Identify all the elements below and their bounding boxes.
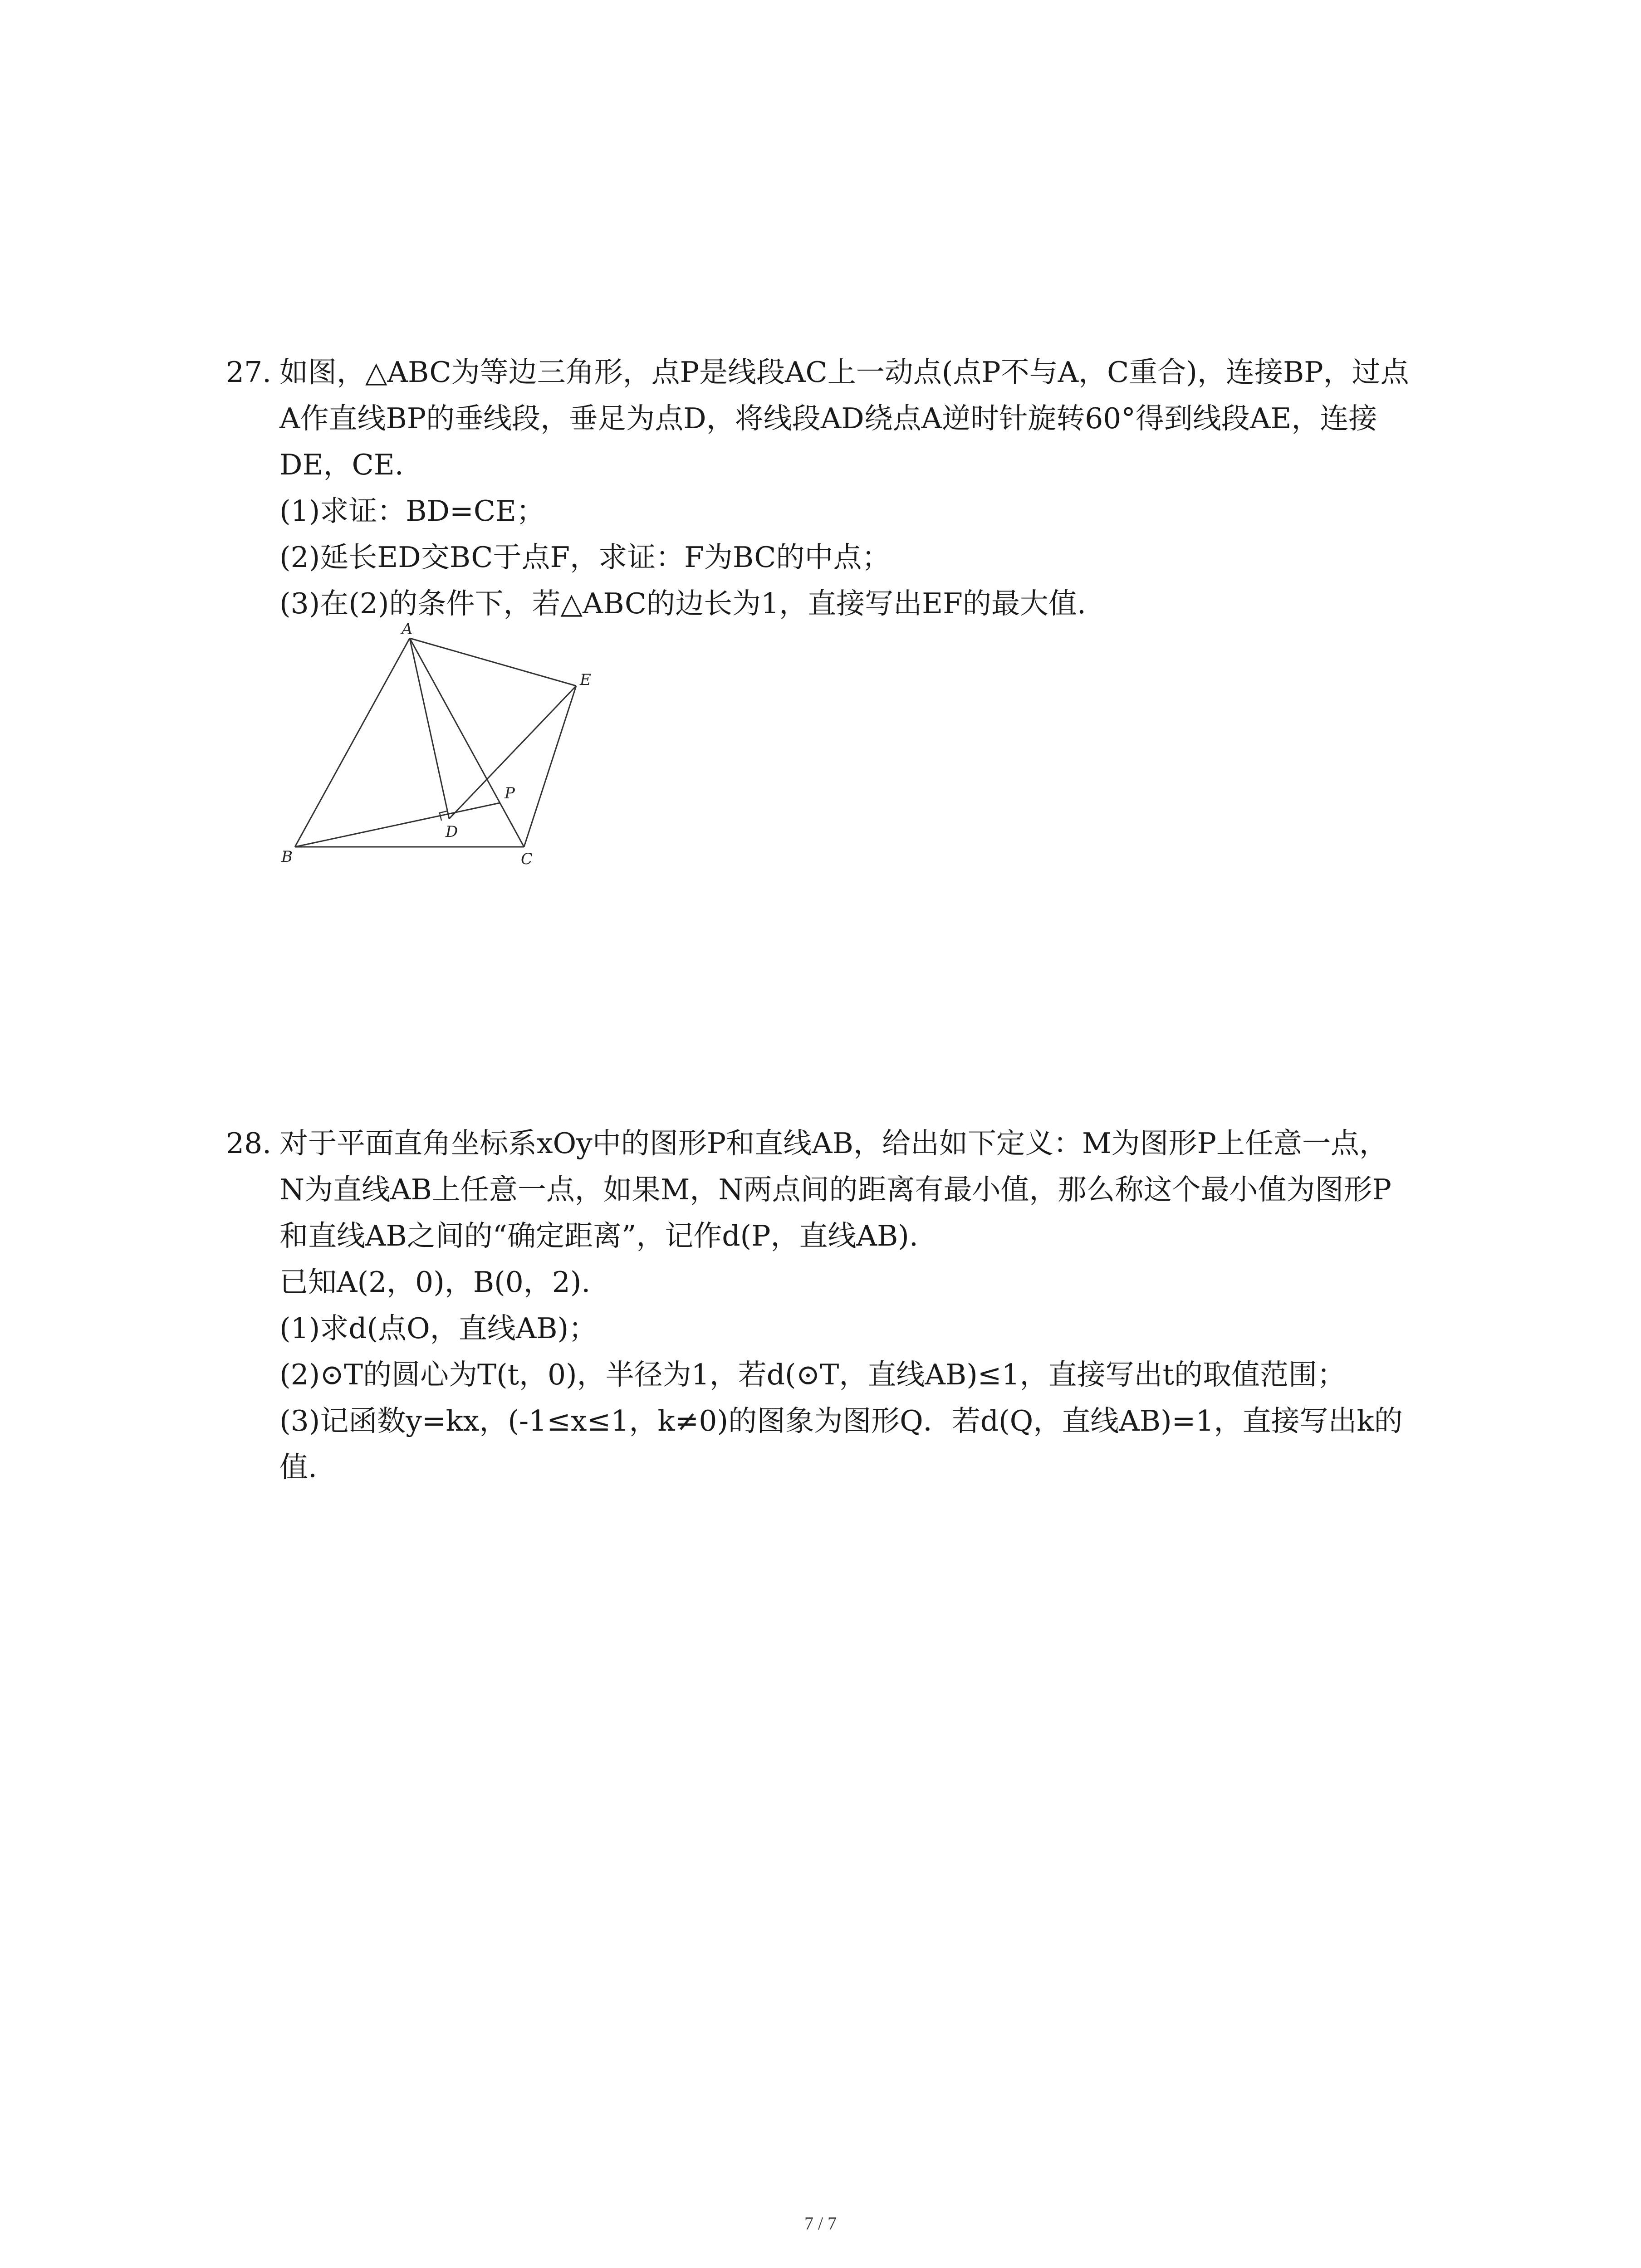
problem-28-part-3-cont: 值. bbox=[279, 1451, 318, 1484]
segment-AC bbox=[410, 638, 524, 847]
problem-27-part-3: (3)在(2)的条件下，若△ABC的边长为1，直接写出EF的最大值. bbox=[279, 587, 1086, 620]
problem-27-line bbox=[226, 349, 1451, 396]
problem-28-text: 对于平面直角坐标系xOy中的图形P和直线AB，给出如下定义：M为图形P上任意一点， bbox=[279, 1127, 1388, 1160]
problem-28-number: 28. bbox=[226, 1127, 272, 1160]
label-A: A bbox=[402, 620, 413, 638]
label-B: B bbox=[281, 848, 293, 866]
segment-AE bbox=[410, 638, 576, 686]
segment-BP bbox=[295, 803, 500, 847]
problem-27-text: 如图，△ABC为等边三角形，点P是线段AC上一动点(点P不与A，C重合)，连接BP，过点 bbox=[279, 356, 1409, 389]
label-C: C bbox=[521, 850, 533, 868]
problem-27 bbox=[226, 349, 1451, 627]
problem-28-line: N为直线AB上任意一点，如果M，N两点间的距离有最小值，那么称这个最小值为图形P bbox=[279, 1173, 1391, 1206]
problem-28-line bbox=[226, 1120, 1451, 1167]
problem-28-part-3: (3)记函数y=kx，(-1≤x≤1，k≠0)的图象为图形Q．若d(Q，直线AB)=1，直接写出k的 bbox=[279, 1404, 1403, 1437]
problem-27-number: 27. bbox=[226, 356, 272, 389]
problem-28-given: 已知A(2，0)，B(0，2). bbox=[279, 1266, 591, 1299]
segment-CE bbox=[524, 686, 576, 847]
problem-27-line: A作直线BP的垂线段，垂足为点D，将线段AD绕点A逆时针旋转60°得到线段AE，连接 bbox=[279, 402, 1377, 435]
right-angle-mark bbox=[440, 811, 447, 821]
problem-27-part-2: (2)延长ED交BC于点F，求证：F为BC的中点； bbox=[279, 541, 891, 574]
label-E: E bbox=[580, 671, 591, 689]
problem-28 bbox=[226, 1120, 1451, 1491]
problem-28-part-1: (1)求d(点O，直线AB)； bbox=[279, 1312, 598, 1345]
segment-AB bbox=[295, 638, 410, 847]
geometry-figure bbox=[268, 617, 622, 871]
problem-28-part-2: (2)⊙T的圆心为T(t，0)，半径为1，若d(⊙T，直线AB)≤1，直接写出t的取值范围； bbox=[279, 1358, 1346, 1391]
page-number: 7 / 7 bbox=[804, 2213, 837, 2234]
triangle-diagram bbox=[268, 617, 622, 871]
problem-27-part-1: (1)求证：BD=CE； bbox=[279, 494, 545, 528]
problem-28-line: 和直线AB之间的“确定距离”，记作d(P，直线AB). bbox=[279, 1219, 918, 1252]
label-D: D bbox=[446, 823, 458, 841]
segment-AD bbox=[410, 638, 449, 819]
label-P: P bbox=[505, 784, 515, 802]
problem-27-line: DE，CE. bbox=[279, 448, 404, 481]
